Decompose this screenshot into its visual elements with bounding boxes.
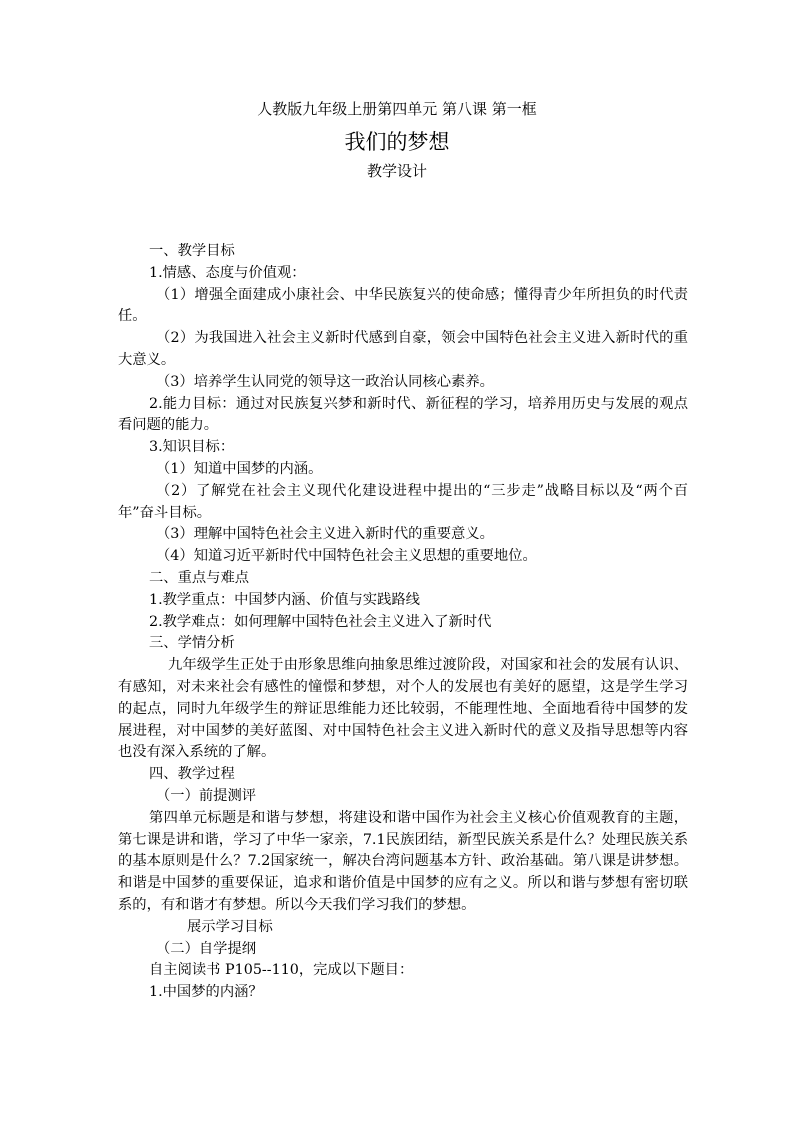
section-heading-key-points: 二、重点与难点 (149, 569, 250, 586)
show-learning-objectives: 展示学习目标 (187, 918, 273, 935)
subsection-self-study: （二）自学提纲 (156, 940, 257, 957)
objective-knowledge-3: （3）理解中国特色社会主义进入新时代的重要意义。 (156, 526, 494, 543)
self-study-instruction: 自主阅读书 P105--110，完成以下题目： (149, 962, 414, 979)
subsection-pretest: （一）前提测评 (156, 787, 257, 804)
student-analysis-paragraph: 九年级学生正处于由形象思维向抽象思维过渡阶段，对国家和社会的发展有认识、有感知，对未来社会有感性的憧憬和梦想，对个人的发展也有美好的愿望，这是学生学习的起点，同时九年级学生的辩证思维能力还比较弱，不能理性地、全面地看待中国梦的发展进程，对中国梦的美好蓝图、对中国特色社会主义进入新时代的意义及指导思想等内容也没有深入系统的了解。 (118, 657, 688, 761)
objective-knowledge-2: （2）了解党在社会主义现代化建设进程中提出的“三步走”战略目标以及“两个百年”奋斗目标。 (118, 482, 688, 521)
objective-ability: 2.能力目标：通过对民族复兴梦和新时代、新征程的学习，培养用历史与发展的观点看问题的能力。 (118, 395, 688, 434)
difficult-point: 2.教学难点：如何理解中国特色社会主义进入了新时代 (149, 613, 492, 630)
key-point: 1.教学重点：中国梦内涵、价值与实践路线 (149, 591, 420, 608)
objective-emotion-2: （2）为我国进入社会主义新时代感到自豪，领会中国特色社会主义进入新时代的重大意义。 (118, 330, 688, 368)
objective-knowledge-1: （1）知道中国梦的内涵。 (156, 460, 323, 477)
document-body (118, 241, 688, 1004)
objective-emotion-3: （3）培养学生认同党的领导这一政治认同核心素养。 (156, 373, 494, 390)
objective-emotion-1: （1）增强全面建成小康社会、中华民族复兴的使命感；懂得青少年所担负的时代责任。 (118, 286, 688, 325)
document-title: 我们的梦想 (344, 130, 450, 154)
self-study-question-1: 1.中国梦的内涵？ (149, 984, 263, 1001)
objective-knowledge-heading: 3.知识目标： (149, 439, 235, 456)
section-heading-analysis: 三、学情分析 (149, 635, 235, 652)
pretest-paragraph: 第四单元标题是和谐与梦想，将建设和谐中国作为社会主义核心价值观教育的主题，第七课是讲和谐，学习了中华一家亲，7.1民族团结，新型民族关系是什么？处理民族关系的基本原则是什么？7.2国家统一，解决台湾问题基本方针、政治基础。第八课是讲梦想。和谐是中国梦的重要保证，追求和谐价值是中国梦的应有之义。所以和谐与梦想有密切联系的，有和谐才有梦想。所以今天我们学习我们的梦想。 (118, 809, 688, 913)
document-caption: 教学设计 (366, 162, 427, 180)
objective-emotion-heading: 1.情感、态度与价值观： (149, 264, 306, 281)
section-heading-process: 四、教学过程 (149, 766, 235, 783)
objective-knowledge-4: （4）知道习近平新时代中国特色社会主义思想的重要地位。 (156, 548, 537, 565)
document-subtitle: 人教版九年级上册第四单元 第八课 第一框 (257, 100, 537, 118)
section-heading-objectives: 一、教学目标 (149, 243, 235, 259)
